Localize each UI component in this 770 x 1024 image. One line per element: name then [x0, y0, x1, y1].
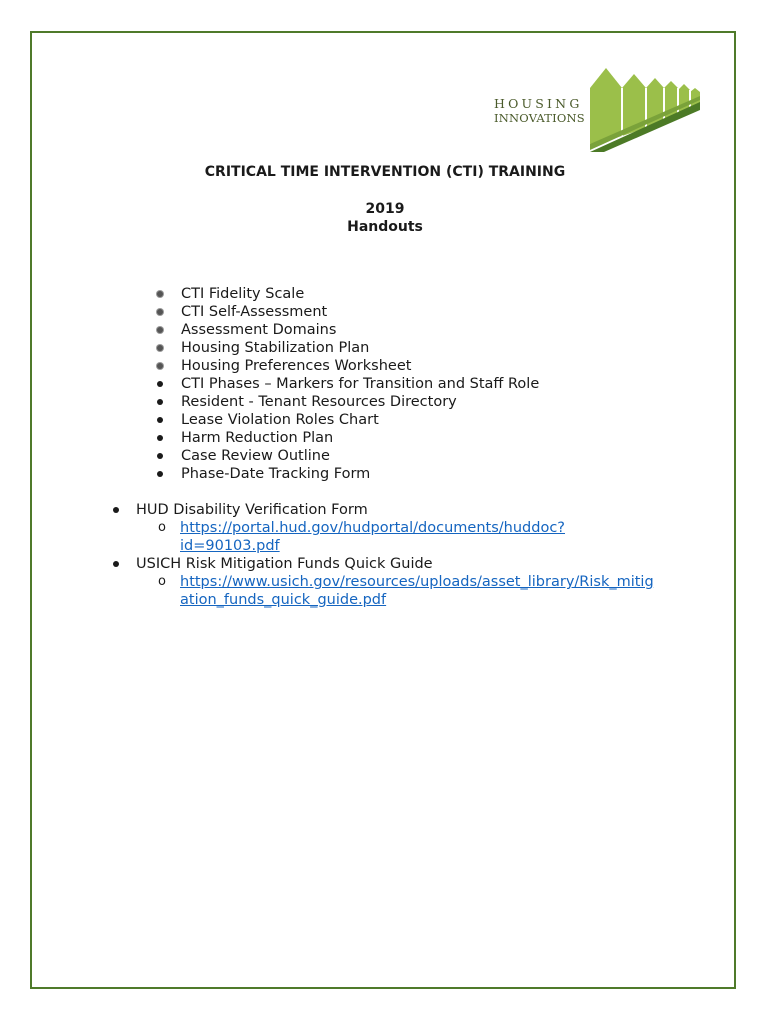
list-item: Housing Preferences Worksheet [150, 357, 539, 375]
reference-label: HUD Disability Verification Form [136, 502, 368, 518]
reference-sublist [136, 519, 680, 555]
usich-link[interactable]: https://www.usich.gov/resources/uploads/asset_library/Risk_mitig ation_funds_quick_guide.pdf [180, 574, 654, 608]
bullet-icon [157, 363, 163, 369]
list-item: Resident - Tenant Resources Directory [150, 393, 539, 411]
reference-link-item [136, 519, 680, 555]
document-subtitle: Handouts [347, 219, 423, 235]
hud-link[interactable]: https://portal.hud.gov/hudportal/documents/huddoc? id=90103.pdf [180, 520, 565, 554]
document-title: CRITICAL TIME INTERVENTION (CTI) TRAINING [204, 164, 566, 180]
list-item: CTI Fidelity Scale [150, 285, 539, 303]
document-year: 2019 [365, 201, 405, 217]
bullet-icon [157, 417, 163, 423]
reference-item-usich [107, 555, 680, 609]
bullet-icon [157, 471, 163, 477]
list-item: Housing Stabilization Plan [150, 339, 539, 357]
list-item: Case Review Outline [150, 447, 539, 465]
reference-label: USICH Risk Mitigation Funds Quick Guide [136, 556, 433, 572]
sub-bullet-icon: o [158, 520, 166, 535]
bullet-icon [157, 435, 163, 441]
housing-innovations-logo [494, 66, 706, 156]
bullet-icon [157, 453, 163, 459]
logo-text-housing: HOUSING [494, 96, 583, 111]
reference-link-item [136, 573, 680, 609]
bullet-icon [113, 561, 119, 567]
logo-text-innovations: INNOVATIONS [494, 111, 585, 125]
references-list [107, 501, 680, 609]
bullet-icon [157, 399, 163, 405]
bullet-icon [157, 345, 163, 351]
handouts-list [150, 285, 539, 483]
bullet-icon [157, 291, 163, 297]
list-item: Harm Reduction Plan [150, 429, 539, 447]
list-item: Assessment Domains [150, 321, 539, 339]
list-item: Lease Violation Roles Chart [150, 411, 539, 429]
list-item: CTI Self-Assessment [150, 303, 539, 321]
bullet-icon [113, 507, 119, 513]
bullet-icon [157, 309, 163, 315]
list-item: Phase-Date Tracking Form [150, 465, 539, 483]
list-item: CTI Phases – Markers for Transition and Staff Role [150, 375, 539, 393]
sub-bullet-icon: o [158, 574, 166, 589]
bullet-icon [157, 327, 163, 333]
bullet-icon [157, 381, 163, 387]
reference-item-hud [107, 501, 680, 555]
reference-sublist [136, 573, 680, 609]
